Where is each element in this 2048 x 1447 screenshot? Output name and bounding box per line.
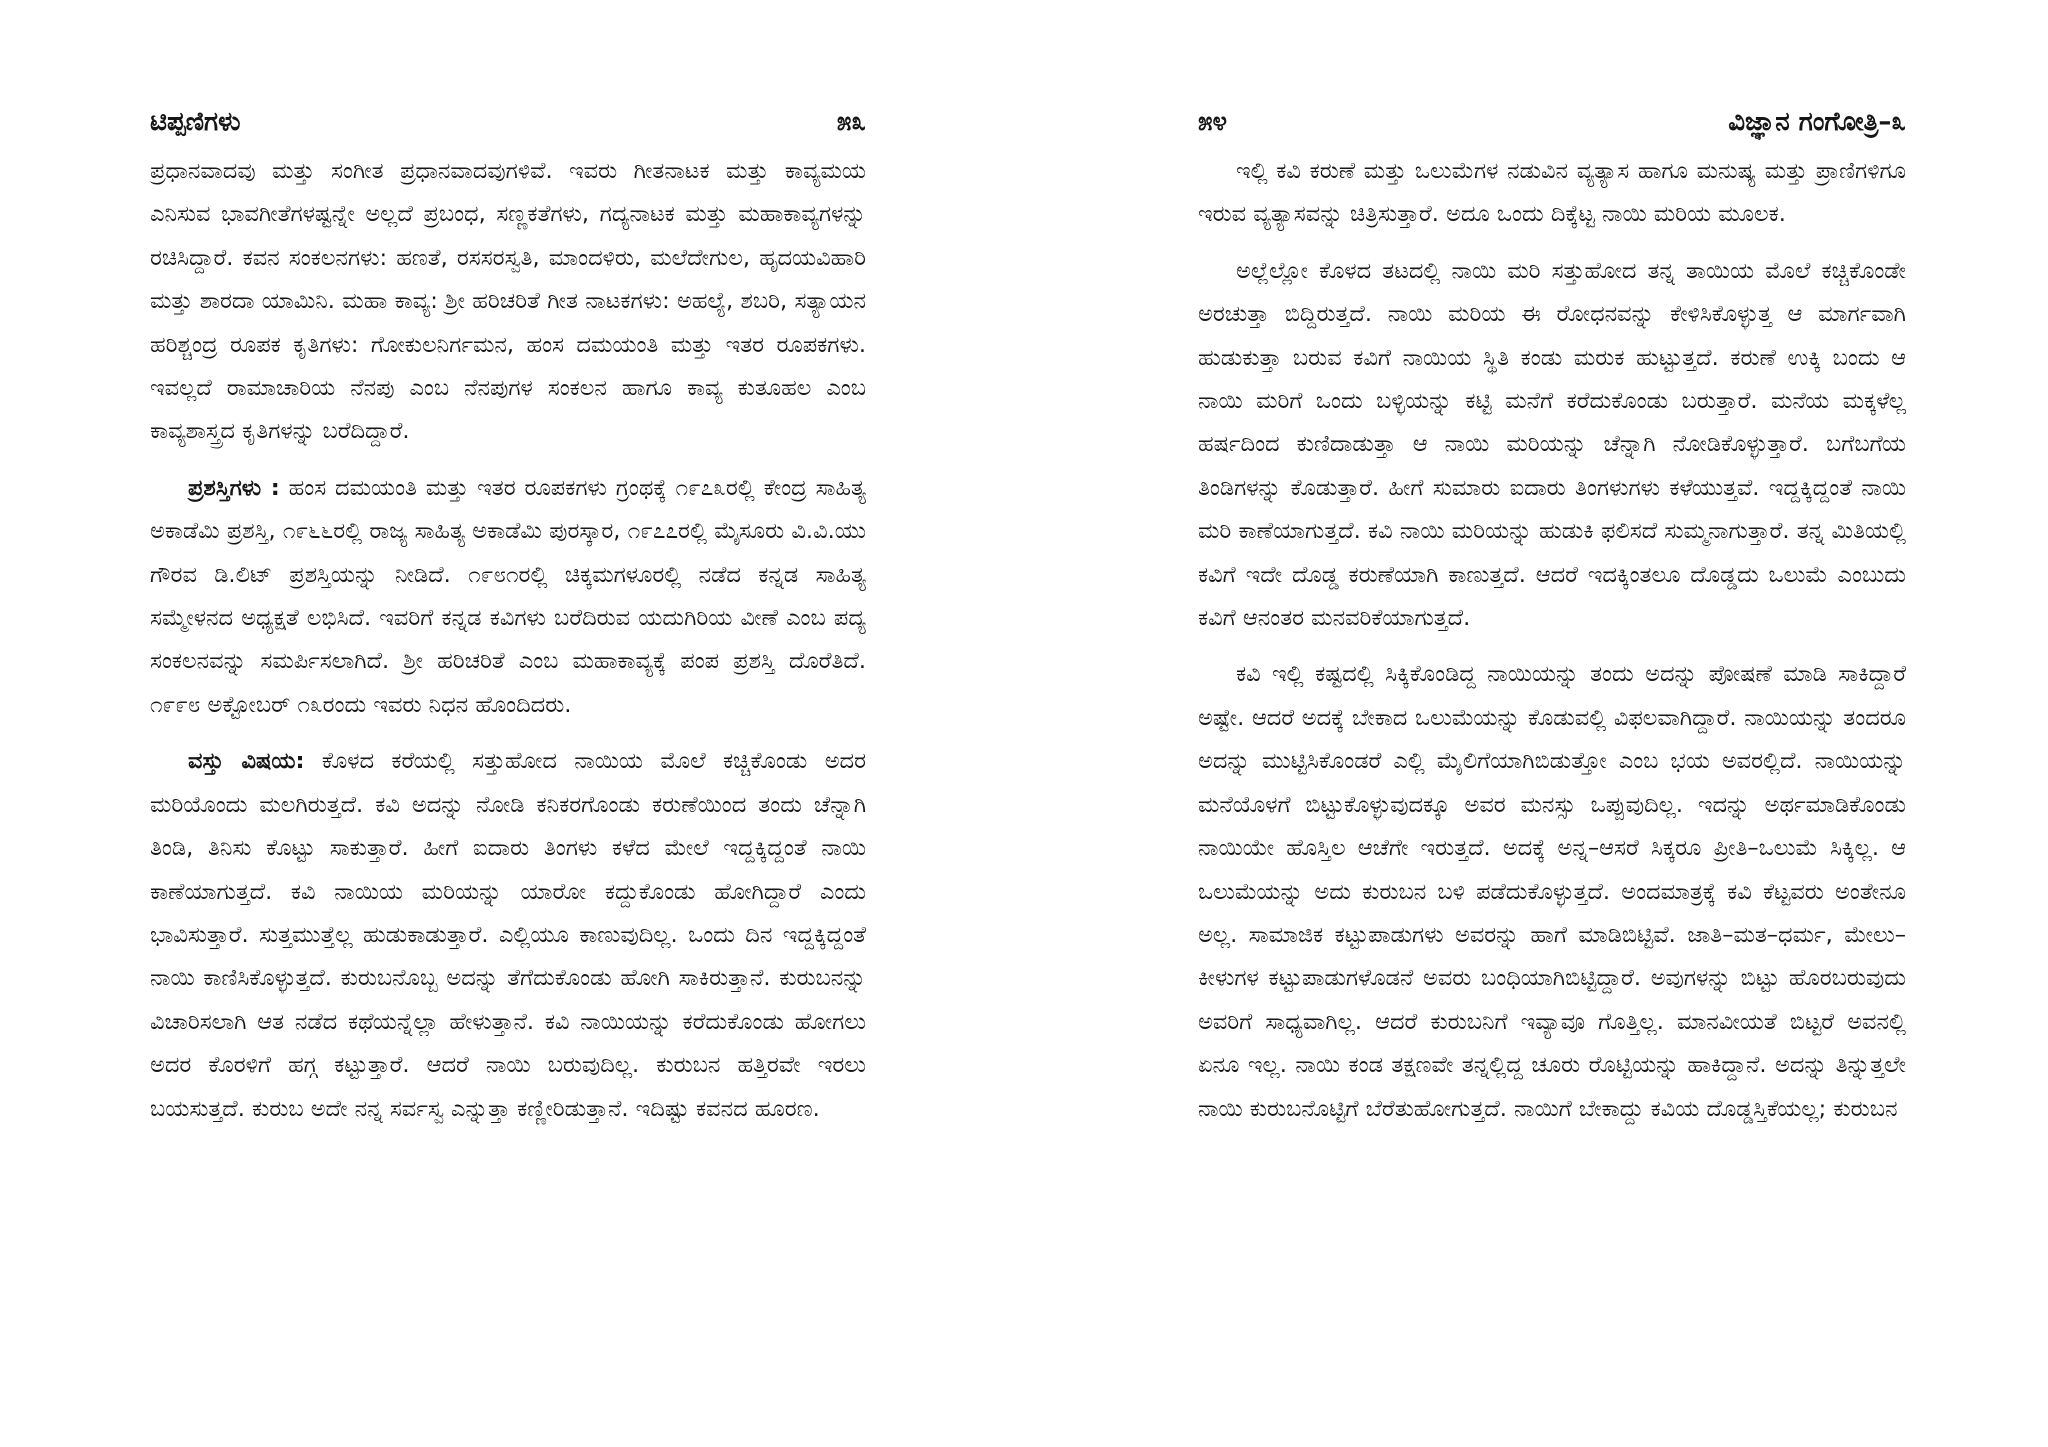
section-heading: ವಸ್ತು ವಿಷಯ: bbox=[188, 748, 305, 775]
paragraph: ಪ್ರಧಾನವಾದವು ಮತ್ತು ಸಂಗೀತ ಪ್ರಧಾನವಾದವುಗಳಿವೆ. ಇವರು ಗೀತನಾಟಕ ಮತ್ತು ಕಾವ್ಯಮಯ ಎನಿಸುವ ಭಾವಗೀತೆಗಳಷ್ಟನ್ನೇ ಅಲ್ಲದೆ ಪ್ರಬಂಧ, ಸಣ್ಣಕತೆಗಳು, ಗದ್ಯನಾಟಕ ಮತ್ತು ಮಹಾಕಾವ್ಯಗಳನ್ನು ರಚಿಸಿದ್ದಾರೆ. ಕವನ ಸಂಕಲನಗಳು: ಹಣತೆ, ರಸಸರಸ್ವತಿ, ಮಾಂದಳಿರು, ಮಲೆದೇಗುಲ, ಹೃದಯವಿಹಾರಿ ಮತ್ತು ಶಾರದಾ ಯಾಮಿನಿ. ಮಹಾ ಕಾವ್ಯ: ಶ್ರೀ ಹರಿಚರಿತೆ ಗೀತ ನಾಟಕಗಳು: ಅಹಲ್ಯೆ, ಶಬರಿ, ಸತ್ಯಾಯನ ಹರಿಶ್ಚಂದ್ರ ರೂಪಕ ಕೃತಿಗಳು: ಗೋಕುಲನಿರ್ಗಮನ, ಹಂಸ ದಮಯಂತಿ ಮತ್ತು ಇತರ ರೂಪಕಗಳು. ಇವಲ್ಲದೆ ರಾಮಾಚಾರಿಯ ನೆನಪು ಎಂಬ ನೆನಪುಗಳ ಸಂಕಲನ ಹಾಗೂ ಕಾವ್ಯ ಕುತೂಹಲ ಎಂಬ ಕಾವ್ಯಶಾಸ್ತ್ರದ ಕೃತಿಗಳನ್ನು ಬರೆದಿದ್ದಾರೆ. bbox=[150, 158, 866, 445]
paragraph-text: ಕೊಳದ ಕರೆಯಲ್ಲಿ ಸತ್ತುಹೋದ ನಾಯಿಯ ಮೊಲೆ ಕಚ್ಚಿಕೊಂಡು ಅದರ ಮರಿಯೊಂದು ಮಲಗಿರುತ್ತದೆ. ಕವಿ ಅದನ್ನು ನೋಡಿ ಕನಿಕರಗೊಂಡು ಕರುಣೆಯಿಂದ ತಂದು ಚೆನ್ನಾಗಿ ತಿಂಡಿ, ತಿನಿಸು ಕೊಟ್ಟು ಸಾಕುತ್ತಾರೆ. ಹೀಗೆ ಐದಾರು ತಿಂಗಳು ಕಳೆದ ಮೇಲೆ ಇದ್ದಕ್ಕಿದ್ದಂತೆ ನಾಯಿ ಕಾಣೆಯಾಗುತ್ತದೆ. ಕವಿ ನಾಯಿಯ ಮರಿಯನ್ನು ಯಾರೋ ಕದ್ದುಕೊಂಡು ಹೋಗಿದ್ದಾರೆ ಎಂದು ಭಾವಿಸುತ್ತಾರೆ. ಸುತ್ತಮುತ್ತೆಲ್ಲ ಹುಡುಕಾಡುತ್ತಾರೆ. ಎಲ್ಲಿಯೂ ಕಾಣುವುದಿಲ್ಲ. ಒಂದು ದಿನ ಇದ್ದಕ್ಕಿದ್ದಂತೆ ನಾಯಿ ಕಾಣಿಸಿಕೊಳ್ಳುತ್ತದೆ. ಕುರುಬನೊಬ್ಬ ಅದನ್ನು ತೆಗೆದುಕೊಂಡು ಹೋಗಿ ಸಾಕಿರುತ್ತಾನೆ. ಕುರುಬನನ್ನು ವಿಚಾರಿಸಲಾಗಿ ಆತ ನಡೆದ ಕಥೆಯನ್ನೆಲ್ಲಾ ಹೇಳುತ್ತಾನೆ. ಕವಿ ನಾಯಿಯನ್ನು ಕರೆದುಕೊಂಡು ಹೋಗಲು ಅದರ ಕೊರಳಿಗೆ ಹಗ್ಗ ಕಟ್ಟುತ್ತಾರೆ. ಆದರೆ ನಾಯಿ ಬರುವುದಿಲ್ಲ. ಕುರುಬನ ಹತ್ತಿರವೇ ಇರಲು ಬಯಸುತ್ತದೆ. ಕುರುಬ ಅದೇ ನನ್ನ ಸರ್ವಸ್ವ ಎನ್ನುತ್ತಾ ಕಣ್ಣೀರಿಡುತ್ತಾನೆ. ಇದಿಷ್ಟು ಕವನದ ಹೂರಣ. bbox=[150, 748, 866, 1122]
running-header bbox=[150, 102, 866, 142]
page-body bbox=[150, 150, 866, 1131]
section-heading: ಪ್ರಶಸ್ತಿಗಳು : bbox=[188, 474, 280, 501]
paragraph-awards bbox=[150, 467, 866, 727]
paragraph: ಅಲ್ಲೆಲ್ಲೋ ಕೊಳದ ತಟದಲ್ಲಿ ನಾಯಿ ಮರಿ ಸತ್ತುಹೋದ ತನ್ನ ತಾಯಿಯ ಮೊಲೆ ಕಚ್ಚಿಕೊಂಡೇ ಅರಚುತ್ತಾ ಬಿದ್ದಿರುತ್ತದೆ. ನಾಯಿ ಮರಿಯ ಈ ರೋಧನವನ್ನು ಕೇಳಿಸಿಕೊಳ್ಳುತ್ತ ಆ ಮಾರ್ಗವಾಗಿ ಹುಡುಕುತ್ತಾ ಬರುವ ಕವಿಗೆ ನಾಯಿಯ ಸ್ಥಿತಿ ಕಂಡು ಮರುಕ ಹುಟ್ಟುತ್ತದೆ. ಕರುಣೆ ಉಕ್ಕಿ ಬಂದು ಆ ನಾಯಿ ಮರಿಗೆ ಒಂದು ಬಳ್ಳಿಯನ್ನು ಕಟ್ಟಿ ಮನೆಗೆ ಕರೆದುಕೊಂಡು ಬರುತ್ತಾರೆ. ಮನೆಯ ಮಕ್ಕಳೆಲ್ಲ ಹರ್ಷದಿಂದ ಕುಣಿದಾಡುತ್ತಾ ಆ ನಾಯಿ ಮರಿಯನ್ನು ಚೆನ್ನಾಗಿ ನೋಡಿಕೊಳ್ಳುತ್ತಾರೆ. ಬಗೆಬಗೆಯ ತಿಂಡಿಗಳನ್ನು ಕೊಡುತ್ತಾರೆ. ಹೀಗೆ ಸುಮಾರು ಐದಾರು ತಿಂಗಳುಗಳು ಕಳೆಯುತ್ತವೆ. ಇದ್ದಕ್ಕಿದ್ದಂತೆ ನಾಯಿ ಮರಿ ಕಾಣೆಯಾಗುತ್ತದೆ. ಕವಿ ನಾಯಿ ಮರಿಯನ್ನು ಹುಡುಕಿ ಫಲಿಸದೆ ಸುಮ್ಮನಾಗುತ್ತಾರೆ. ತನ್ನ ಮಿತಿಯಲ್ಲಿ ಕವಿಗೆ ಇದೇ ದೊಡ್ಡ ಕರುಣೆಯಾಗಿ ಕಾಣುತ್ತದೆ. ಆದರೆ ಇದಕ್ಕಿಂತಲೂ ದೊಡ್ಡದು ಒಲುಮೆ ಎಂಬುದು ಕವಿಗೆ ಆನಂತರ ಮನವರಿಕೆಯಾಗುತ್ತದೆ. bbox=[1198, 257, 1906, 632]
running-header bbox=[1198, 102, 1906, 142]
paragraph-theme bbox=[150, 740, 866, 1131]
chapter-title: ಟಿಪ್ಪಣಿಗಳು bbox=[150, 107, 241, 137]
book-title: ವಿಜ್ಞಾನ ಗಂಗೋತ್ರಿ–೩ bbox=[1728, 107, 1906, 137]
page-body bbox=[1198, 150, 1906, 1131]
paragraph-text: ಹಂಸ ದಮಯಂತಿ ಮತ್ತು ಇತರ ರೂಪಕಗಳು ಗ್ರಂಥಕ್ಕೆ ೧೯೭೩ರಲ್ಲಿ ಕೇಂದ್ರ ಸಾಹಿತ್ಯ ಅಕಾಡೆಮಿ ಪ್ರಶಸ್ತಿ, ೧೯೬೬ರಲ್ಲಿ ರಾಜ್ಯ ಸಾಹಿತ್ಯ ಅಕಾಡೆಮಿ ಪುರಸ್ಕಾರ, ೧೯೭೭ರಲ್ಲಿ ಮೈಸೂರು ವಿ.ವಿ.ಯು ಗೌರವ ಡಿ.ಲಿಟ್ ಪ್ರಶಸ್ತಿಯನ್ನು ನೀಡಿದೆ. ೧೯೮೧ರಲ್ಲಿ ಚಿಕ್ಕಮಗಳೂರಲ್ಲಿ ನಡೆದ ಕನ್ನಡ ಸಾಹಿತ್ಯ ಸಮ್ಮೇಳನದ ಅಧ್ಯಕ್ಷತೆ ಲಭಿಸಿದೆ. ಇವರಿಗೆ ಕನ್ನಡ ಕವಿಗಳು ಬರೆದಿರುವ ಯದುಗಿರಿಯ ವೀಣೆ ಎಂಬ ಪದ್ಯ ಸಂಕಲನವನ್ನು ಸಮರ್ಪಿಸಲಾಗಿದೆ. ಶ್ರೀ ಹರಿಚರಿತೆ ಎಂಬ ಮಹಾಕಾವ್ಯಕ್ಕೆ ಪಂಪ ಪ್ರಶಸ್ತಿ ದೊರೆತಿದೆ. ೧೯೯೮ ಅಕ್ಟೋಬರ್ ೧೩ರಂದು ಇವರು ನಿಧನ ಹೊಂದಿದರು. bbox=[150, 474, 866, 718]
right-page bbox=[1198, 0, 1906, 1447]
left-page bbox=[150, 0, 866, 1447]
page-number: ೫೪ bbox=[1198, 107, 1228, 137]
page-number: ೫೩ bbox=[836, 107, 866, 137]
paragraph: ಇಲ್ಲಿ ಕವಿ ಕರುಣೆ ಮತ್ತು ಒಲುಮೆಗಳ ನಡುವಿನ ವ್ಯತ್ಯಾಸ ಹಾಗೂ ಮನುಷ್ಯ ಮತ್ತು ಪ್ರಾಣಿಗಳಿಗೂ ಇರುವ ವ್ಯತ್ಯಾಸವನ್ನು ಚಿತ್ರಿಸುತ್ತಾರೆ. ಅದೂ ಒಂದು ದಿಕ್ಕೆಟ್ಟ ನಾಯಿ ಮರಿಯ ಮೂಲಕ. bbox=[1198, 158, 1906, 228]
paragraph: ಕವಿ ಇಲ್ಲಿ ಕಷ್ಟದಲ್ಲಿ ಸಿಕ್ಕಿಕೊಂಡಿದ್ದ ನಾಯಿಯನ್ನು ತಂದು ಅದನ್ನು ಪೋಷಣೆ ಮಾಡಿ ಸಾಕಿದ್ದಾರೆ ಅಷ್ಟೇ. ಆದರೆ ಅದಕ್ಕೆ ಬೇಕಾದ ಒಲುಮೆಯನ್ನು ಕೊಡುವಲ್ಲಿ ವಿಫಲವಾಗಿದ್ದಾರೆ. ನಾಯಿಯನ್ನು ತಂದರೂ ಅದನ್ನು ಮುಟ್ಟಿಸಿಕೊಂಡರೆ ಎಲ್ಲಿ ಮೈಲಿಗೆಯಾಗಿಬಿಡುತ್ತೋ ಎಂಬ ಭಯ ಅವರಲ್ಲಿದೆ. ನಾಯಿಯನ್ನು ಮನೆಯೊಳಗೆ ಬಿಟ್ಟುಕೊಳ್ಳುವುದಕ್ಕೂ ಅವರ ಮನಸ್ಸು ಒಪ್ಪುವುದಿಲ್ಲ. ಇದನ್ನು ಅರ್ಥಮಾಡಿಕೊಂಡು ನಾಯಿಯೇ ಹೊಸ್ತಿಲ ಆಚೆಗೇ ಇರುತ್ತದೆ. ಅದಕ್ಕೆ ಅನ್ನ–ಆಸರೆ ಸಿಕ್ಕರೂ ಪ್ರೀತಿ–ಒಲುಮೆ ಸಿಕ್ಕಿಲ್ಲ. ಆ ಒಲುಮೆಯನ್ನು ಅದು ಕುರುಬನ ಬಳಿ ಪಡೆದುಕೊಳ್ಳುತ್ತದೆ. ಅಂದಮಾತ್ರಕ್ಕೆ ಕವಿ ಕೆಟ್ಟವರು ಅಂತೇನೂ ಅಲ್ಲ. ಸಾಮಾಜಿಕ ಕಟ್ಟುಪಾಡುಗಳು ಅವರನ್ನು ಹಾಗೆ ಮಾಡಿಬಿಟ್ಟಿವೆ. ಜಾತಿ–ಮತ–ಧರ್ಮ, ಮೇಲು–ಕೀಳುಗಳ ಕಟ್ಟುಪಾಡುಗಳೊಡನೆ ಅವರು ಬಂಧಿಯಾಗಿಬಿಟ್ಟಿದ್ದಾರೆ. ಅವುಗಳನ್ನು ಬಿಟ್ಟು ಹೊರಬರುವುದು ಅವರಿಗೆ ಸಾಧ್ಯವಾಗಿಲ್ಲ. ಆದರೆ ಕುರುಬನಿಗೆ ಇವ್ಯಾವೂ ಗೊತ್ತಿಲ್ಲ. ಮಾನವೀಯತೆ ಬಿಟ್ಟರೆ ಅವನಲ್ಲಿ ಏನೂ ಇಲ್ಲ. ನಾಯಿ ಕಂಡ ತಕ್ಷಣವೇ ತನ್ನಲ್ಲಿದ್ದ ಚೂರು ರೊಟ್ಟಿಯನ್ನು ಹಾಕಿದ್ದಾನೆ. ಅದನ್ನು ತಿನ್ನುತ್ತಲೇ ನಾಯಿ ಕುರುಬನೊಟ್ಟಿಗೆ ಬೆರೆತುಹೋಗುತ್ತದೆ. ನಾಯಿಗೆ ಬೇಕಾದ್ದು ಕವಿಯ ದೊಡ್ಡಸ್ತಿಕೆಯಲ್ಲ; ಕುರುಬನ bbox=[1198, 661, 1906, 1122]
